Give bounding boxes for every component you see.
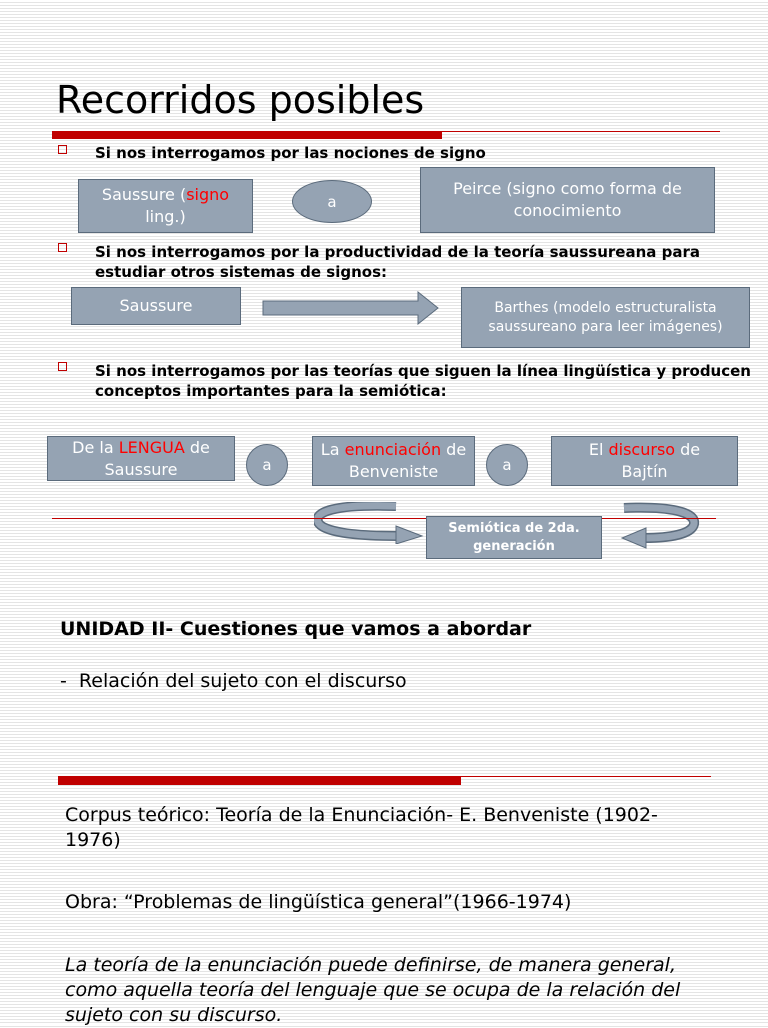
box-saussure-signo-red: signo <box>186 185 230 204</box>
title-underline-thick <box>52 131 442 139</box>
box-enunciacion-pre: La <box>320 440 345 459</box>
box-lengua-red: LENGUA <box>118 437 185 457</box>
box-saussure: Saussure <box>71 287 241 325</box>
corpus-teorico: Corpus teórico: Teoría de la Enunciación- E. Benveniste (1902-1976) <box>65 804 658 851</box>
box-lengua-post: de Saussure <box>104 437 210 479</box>
box-discurso-pre: El <box>588 440 609 459</box>
title-underline-thin <box>442 131 720 132</box>
oval-a-row1: a <box>292 180 372 223</box>
box-enunciacion-red: enunciación <box>344 440 442 459</box>
obra: Obra: “Problemas de lingüística general”(1966-1974) <box>65 891 572 913</box>
box-saussure-suffix: ling.) <box>145 207 186 226</box>
box-discurso-bajtin <box>551 436 738 486</box>
divider-thick <box>58 776 461 785</box>
box-semiotica-2da: Semiótica de 2da. generación <box>426 516 602 559</box>
oval-a-row3-1: a <box>246 444 288 486</box>
definicion-quote: La teoría de la enunciación puede definirse, de manera general, como aquella teoría del lenguaje que se ocupa de la relación del sujeto con su discurso. <box>65 954 681 1026</box>
arrow-right-icon <box>262 291 440 325</box>
bullet-icon <box>58 145 67 154</box>
oval-a-row3-2: a <box>486 444 528 486</box>
box-saussure-prefix: Saussure ( <box>101 185 187 204</box>
bullet-signo: Si nos interrogamos por las nociones de signo <box>95 144 486 162</box>
slide-title: Recorridos posibles <box>56 78 425 122</box>
bullet-icon <box>58 362 67 371</box>
box-lengua-saussure <box>47 436 235 481</box>
bullet-icon <box>58 243 67 252</box>
bullet-productividad: Si nos interrogamos por la productividad de la teoría saussureana para estudiar otros sistemas de signos: <box>95 243 700 281</box>
box-peirce: Peirce (signo como forma de conocimiento <box>420 167 715 233</box>
box-lengua-pre: De la <box>72 437 119 457</box>
box-saussure-signo <box>78 179 253 233</box>
slide-divider-thin <box>52 518 716 519</box>
unidad-item: - Relación del sujeto con el discurso <box>60 670 407 692</box>
box-discurso-post: de Bajtín <box>621 440 701 481</box>
box-enunciacion-post: de Benveniste <box>348 440 467 481</box>
unidad-heading: UNIDAD II- Cuestiones que vamos a abordar <box>60 618 532 640</box>
divider-thin <box>461 776 711 777</box>
box-barthes: Barthes (modelo estructuralista saussureano para leer imágenes) <box>461 287 750 348</box>
curved-arrow-left-icon <box>314 502 424 544</box>
box-enunciacion-benveniste <box>312 436 475 486</box>
bullet-teorias: Si nos interrogamos por las teorías que siguen la línea lingüística y producen conceptos importantes para la semiótica: <box>95 362 751 400</box>
curved-arrow-right-icon <box>620 502 700 550</box>
box-discurso-red: discurso <box>608 440 676 459</box>
